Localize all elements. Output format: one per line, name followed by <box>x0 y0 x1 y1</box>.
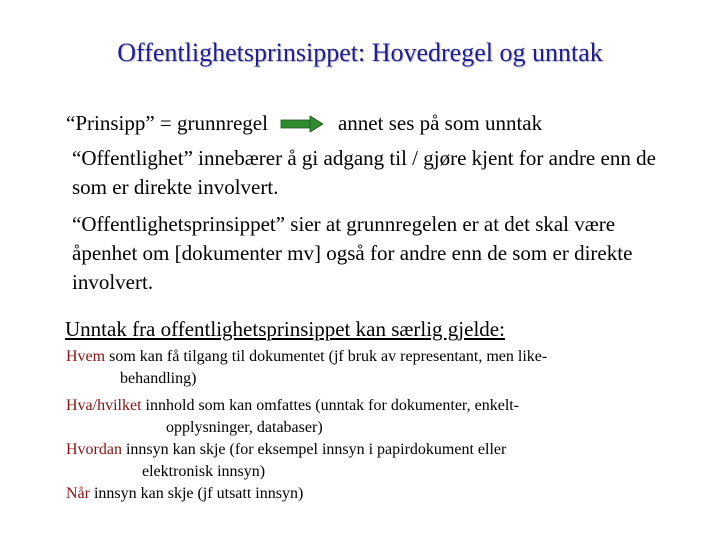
exception-continuation: behandling) <box>120 370 197 387</box>
exception-keyword: Hva/hvilket <box>66 397 142 414</box>
exception-continuation: opplysninger, databaser) <box>166 419 323 436</box>
list-item <box>66 395 706 439</box>
exception-text: innsyn kan skje (for eksempel innsyn i papirdokument eller <box>121 441 507 458</box>
exception-continuation: elektronisk innsyn) <box>142 463 266 480</box>
offentlighet-definition: “Offentlighet” innebærer å gi adgang til / gjøre kjent for andre enn de som er direkte involvert. <box>72 146 656 199</box>
principle-right-text: annet ses på som unntak <box>337 111 543 135</box>
exception-keyword: Hvordan <box>66 441 122 458</box>
list-item <box>66 346 706 390</box>
principle-line <box>66 111 542 136</box>
exception-text: innhold som kan omfattes (unntak for dokumenter, enkelt- <box>141 397 520 414</box>
slide-title: Offentlighetsprinsippet: Hovedregel og unntak <box>117 38 603 67</box>
exceptions-list <box>66 346 706 505</box>
right-arrow-icon <box>280 115 324 133</box>
exception-text: innsyn kan skje (jf utsatt innsyn) <box>89 485 304 502</box>
exception-keyword: Hvem <box>66 348 106 365</box>
offentlighetsprinsippet-definition: “Offentlighetsprinsippet” sier at grunnregelen er at det skal være åpenhet om [dokumenter mv] også for andre enn de som er direkte involvert. <box>72 212 633 294</box>
exception-keyword: Når <box>66 485 90 502</box>
exceptions-heading: Unntak fra offentlighetsprinsippet kan særlig gjelde: <box>65 317 505 341</box>
principle-left-text: “Prinsipp” = grunnregel <box>66 111 268 135</box>
list-item <box>66 439 706 483</box>
exception-text: som kan få tilgang til dokumentet (jf bruk av representant, men like- <box>105 348 548 365</box>
list-item <box>66 483 706 505</box>
